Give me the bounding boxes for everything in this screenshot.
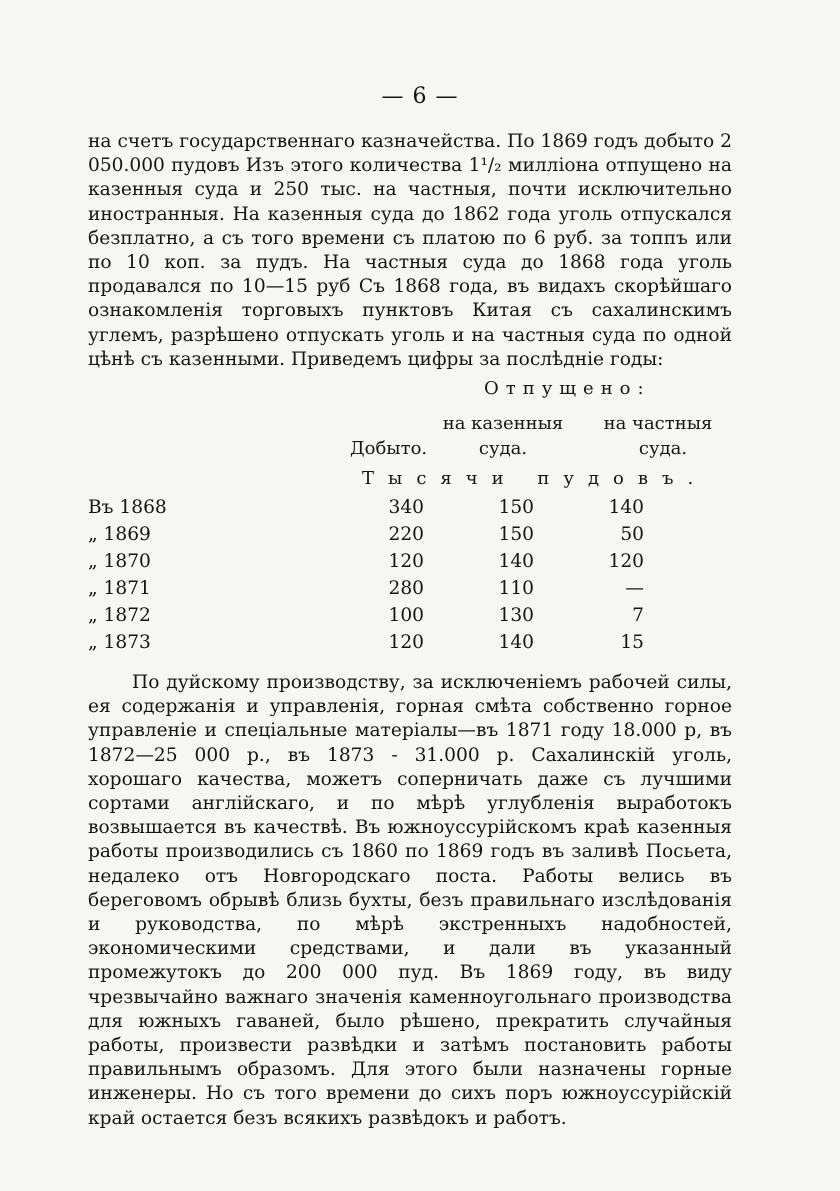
row-private: 120 (608, 551, 644, 572)
table-released-header: Отпущено: (484, 378, 651, 399)
row-private: 15 (620, 632, 644, 653)
row-state: 150 (498, 497, 534, 518)
row-mined: 340 (388, 497, 424, 518)
table-col-mined: Добыто. (350, 438, 428, 459)
table-row (0, 632, 840, 658)
table-row (0, 497, 840, 523)
row-state: 140 (498, 551, 534, 572)
row-mined: 220 (388, 524, 424, 545)
row-private: 7 (632, 605, 644, 626)
table-units: Тысячи пудовъ. (362, 468, 708, 489)
table-col-state-line2: суда. (478, 438, 528, 459)
row-mined: 120 (388, 551, 424, 572)
row-private: 140 (608, 497, 644, 518)
row-mined: 120 (388, 632, 424, 653)
row-state: 110 (498, 578, 534, 599)
row-year: „ 1869 (88, 524, 151, 545)
row-year: „ 1871 (88, 578, 151, 599)
row-year: „ 1873 (88, 632, 151, 653)
table-row (0, 551, 840, 577)
row-mined: 100 (388, 605, 424, 626)
table-col-private-line2: суда. (638, 438, 688, 459)
table-col-private-line1: на частныя (603, 413, 713, 434)
page-number: — 6 — (381, 84, 459, 109)
row-state: 140 (498, 632, 534, 653)
row-state: 150 (498, 524, 534, 545)
row-state: 130 (498, 605, 534, 626)
table-row (0, 578, 840, 604)
row-private: — (625, 578, 644, 599)
row-private: 50 (620, 524, 644, 545)
table-col-state-line1: на казенныя (442, 413, 564, 434)
row-mined: 280 (388, 578, 424, 599)
paragraph-production: По дуйскому производству, за исключеніемъ рабочей силы, ея содержанія и управленія, горная смѣта собственно горное управленіе и спеціальные матеріалы—въ 1871 году 18.000 р, въ 1872—25 000 р., въ 1873 - 31.000 р. Сахалинскій уголь, хорошаго качества, можетъ соперничать даже съ лучшими сортами англійскаго, и по мѣрѣ углубленія выработокъ возвышается въ качествѣ. Въ южноуссурійскомъ краѣ казенныя работы производились съ 1860 по 1869 годъ въ заливѣ Посьета, недалеко отъ Новгородскаго поста. Работы велись въ береговомъ обрывѣ близь бухты, безъ правильнаго изслѣдованія и руководства, по мѣрѣ экстренныхъ надобностей, экономическими средствами, и дали въ указанный промежутокъ до 200 000 пуд. Въ 1869 году, въ виду чрезвычайно важнаго значенія каменноугольнаго производства для южныхъ гаваней, было рѣшено, прекратить случайныя работы, произвести развѣдки и затѣмъ постановить работы правильнымъ образомъ. Для этого были назначены горные инженеры. Но съ того времени до сихъ поръ южноуссурійскій край остается безъ всякихъ развѣдокъ и работъ. (88, 672, 732, 1129)
table-row (0, 605, 840, 631)
paragraph-intro: на счетъ государственнаго казначейства. По 1869 годъ добыто 2 050.000 пудовъ Изъ этого количества 1¹/₂ милліона отпущено на казенныя суда и 250 тыс. на частныя, почти исключительно иностранныя. На казенныя суда до 1862 года уголь отпускался безплатно, а съ того времени съ платою по 6 руб. за топпъ или по 10 коп. за пудъ. На частныя суда до 1868 года уголь продавался по 10—15 руб Съ 1868 года, въ видахъ скорѣйшаго ознакомленія торговыхъ пунктовъ Китая съ сахалинскимъ углемъ, разрѣшено отпускать уголь и на частныя суда по одной цѣнѣ съ казенными. Приведемъ цифры за послѣдніе годы: (88, 131, 732, 370)
row-year: „ 1872 (88, 605, 151, 626)
row-year: Въ 1868 (88, 497, 167, 518)
table-row (0, 524, 840, 550)
row-year: „ 1870 (88, 551, 151, 572)
